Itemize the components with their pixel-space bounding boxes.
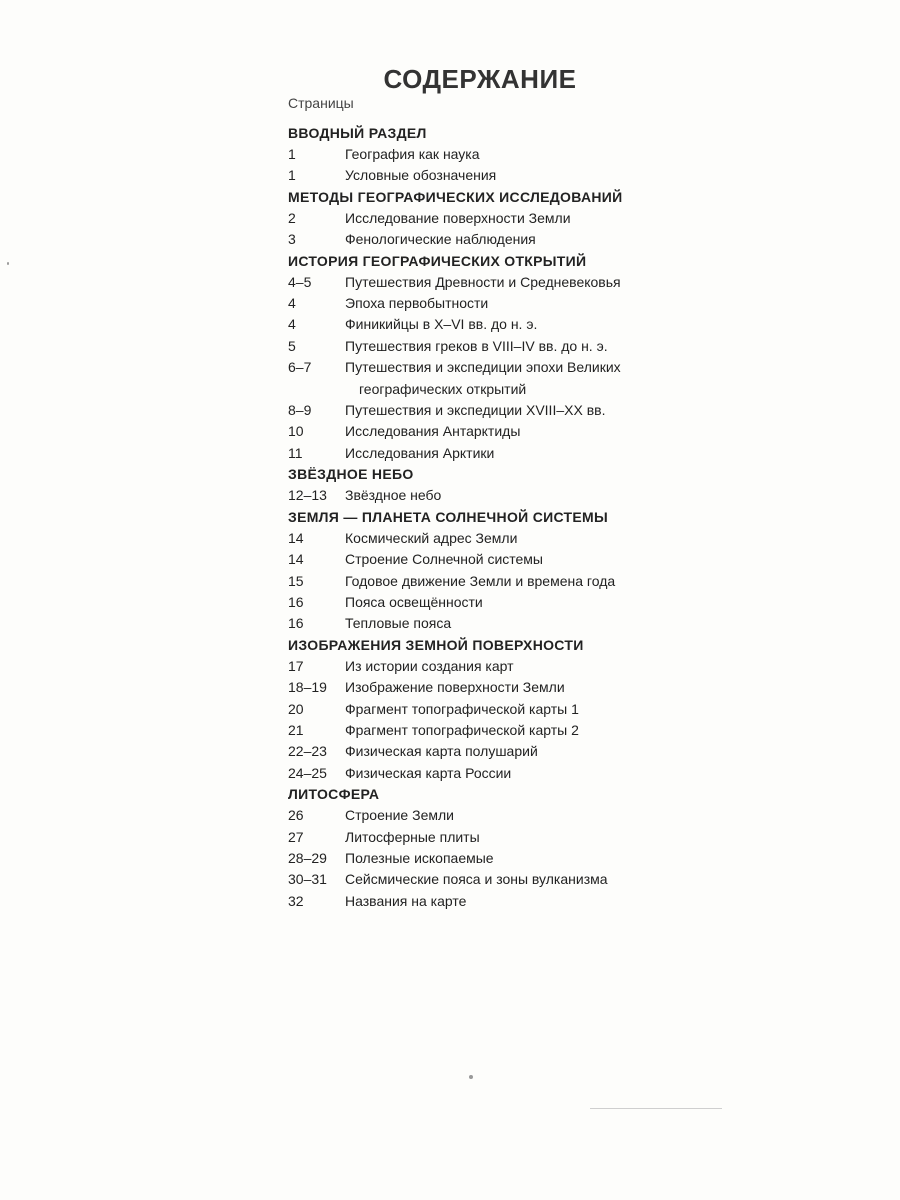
toc-entry <box>288 400 848 421</box>
entry-page-number: 2 <box>288 209 296 226</box>
entry-page-number: 5 <box>288 337 296 354</box>
toc-entry <box>288 528 848 549</box>
entry-page-number: 12–13 <box>288 487 327 504</box>
entry-page-number: 26 <box>288 807 304 824</box>
entry-title: Исследование поверхности Земли <box>345 209 571 226</box>
entry-title: Из истории создания карт <box>345 657 514 674</box>
toc-entry <box>288 699 848 720</box>
toc-entry <box>288 549 848 570</box>
section-heading: ЛИТОСФЕРА <box>288 786 380 803</box>
entry-page-number: 6–7 <box>288 359 312 376</box>
toc-entry <box>288 421 848 442</box>
toc-entry <box>288 613 848 634</box>
entry-title: Условные обозначения <box>345 167 497 184</box>
section-heading: ВВОДНЫЙ РАЗДЕЛ <box>288 125 427 141</box>
pages-column-label: Страницы <box>288 95 354 111</box>
toc-entry <box>288 827 848 848</box>
toc-entry <box>288 229 848 250</box>
entry-page-number: 8–9 <box>288 402 312 419</box>
section-heading: МЕТОДЫ ГЕОГРАФИЧЕСКИХ ИССЛЕДОВАНИЙ <box>288 188 623 205</box>
entry-page-number: 28–29 <box>288 849 327 866</box>
entry-title: Сейсмические пояса и зоны вулканизма <box>345 871 608 888</box>
entry-title: Исследования Арктики <box>345 444 495 461</box>
table-of-contents <box>288 123 848 912</box>
entry-title: Физическая карта полушарий <box>345 743 538 760</box>
entry-page-number: 20 <box>288 700 304 717</box>
toc-entry <box>288 357 848 400</box>
toc-entry <box>288 720 848 741</box>
toc-entry <box>288 592 848 613</box>
entry-title: Путешествия греков в VIII–IV вв. до н. э. <box>345 337 608 354</box>
entry-page-number: 14 <box>288 529 304 546</box>
section-heading: ЗВЁЗДНОЕ НЕБО <box>288 466 414 483</box>
entry-title: Фрагмент топографической карты 1 <box>345 700 579 717</box>
entry-title: Путешествия и экспедиции XVIII–XX вв. <box>345 402 606 419</box>
entry-title: Пояса освещённости <box>345 593 483 610</box>
entry-page-number: 21 <box>288 721 304 738</box>
toc-entry <box>288 891 848 912</box>
entry-page-number: 3 <box>288 231 296 248</box>
toc-entry <box>288 677 848 698</box>
toc-entry <box>288 848 848 869</box>
entry-page-number: 11 <box>288 444 303 461</box>
entry-title: Фрагмент топографической карты 2 <box>345 721 579 738</box>
entry-page-number: 16 <box>288 593 304 610</box>
entry-title: Полезные ископаемые <box>345 849 494 866</box>
entry-title: Названия на карте <box>345 892 467 909</box>
toc-entry <box>288 314 848 335</box>
entry-page-number: 24–25 <box>288 764 327 781</box>
entry-title: Физическая карта России <box>345 764 512 781</box>
entry-title: Строение Земли <box>345 807 454 824</box>
entry-title: Финикийцы в X–VI вв. до н. э. <box>345 316 538 333</box>
entry-title: Эпоха первобытности <box>345 295 489 312</box>
entry-page-number: 4 <box>288 316 296 333</box>
section-heading: ЗЕМЛЯ — ПЛАНЕТА СОЛНЕЧНОЙ СИСТЕМЫ <box>288 508 609 525</box>
entry-page-number: 22–23 <box>288 743 327 760</box>
entry-page-number: 15 <box>288 572 304 589</box>
entry-page-number: 1 <box>288 146 296 162</box>
entry-page-number: 14 <box>288 551 304 568</box>
toc-entry <box>288 144 848 165</box>
entry-title: Изображение поверхности Земли <box>345 679 565 696</box>
entry-page-number: 18–19 <box>288 679 327 696</box>
entry-title: Космический адрес Земли <box>345 529 518 546</box>
entry-title-continuation: географических открытий <box>359 380 527 397</box>
toc-entry <box>288 656 848 677</box>
entry-page-number: 27 <box>288 828 304 845</box>
entry-title: Путешествия и экспедиции эпохи Великих <box>345 359 621 376</box>
entry-page-number: 4–5 <box>288 273 312 290</box>
entry-page-number: 4 <box>288 295 296 312</box>
entry-title: Исследования Антарктиды <box>345 423 521 440</box>
entry-page-number: 10 <box>288 423 304 440</box>
toc-entry <box>288 443 848 464</box>
toc-entry <box>288 741 848 762</box>
paper-speck <box>469 1075 473 1079</box>
paper-speck <box>7 262 9 265</box>
entry-page-number: 16 <box>288 615 304 632</box>
toc-entry <box>288 763 848 784</box>
toc-entry <box>288 571 848 592</box>
toc-entry <box>288 165 848 186</box>
toc-entry <box>288 869 848 890</box>
toc-entry <box>288 336 848 357</box>
entry-page-number: 30–31 <box>288 871 327 888</box>
entry-title: Строение Солнечной системы <box>345 551 543 568</box>
section-heading: ИСТОРИЯ ГЕОГРАФИЧЕСКИХ ОТКРЫТИЙ <box>288 252 587 269</box>
section-heading: ИЗОБРАЖЕНИЯ ЗЕМНОЙ ПОВЕРХНОСТИ <box>288 636 584 653</box>
page-title: СОДЕРЖАНИЕ <box>383 64 577 94</box>
entry-page-number: 1 <box>288 167 296 184</box>
entry-title: Литосферные плиты <box>345 828 480 845</box>
entry-title: Тепловые пояса <box>345 615 452 632</box>
entry-title: Звёздное небо <box>345 487 442 504</box>
toc-entry <box>288 293 848 314</box>
toc-entry <box>288 805 848 826</box>
entry-title: Путешествия Древности и Средневековья <box>345 273 621 290</box>
toc-entry <box>288 208 848 229</box>
entry-title: Фенологические наблюдения <box>345 231 536 248</box>
scan-mark-line <box>590 1108 722 1109</box>
entry-title-wrapper <box>345 357 848 400</box>
entry-title: География как наука <box>345 146 480 162</box>
entry-page-number: 17 <box>288 657 304 674</box>
entry-page-number: 32 <box>288 892 304 909</box>
entry-title: Годовое движение Земли и времена года <box>345 572 616 589</box>
toc-entry <box>288 485 848 506</box>
toc-entry <box>288 272 848 293</box>
